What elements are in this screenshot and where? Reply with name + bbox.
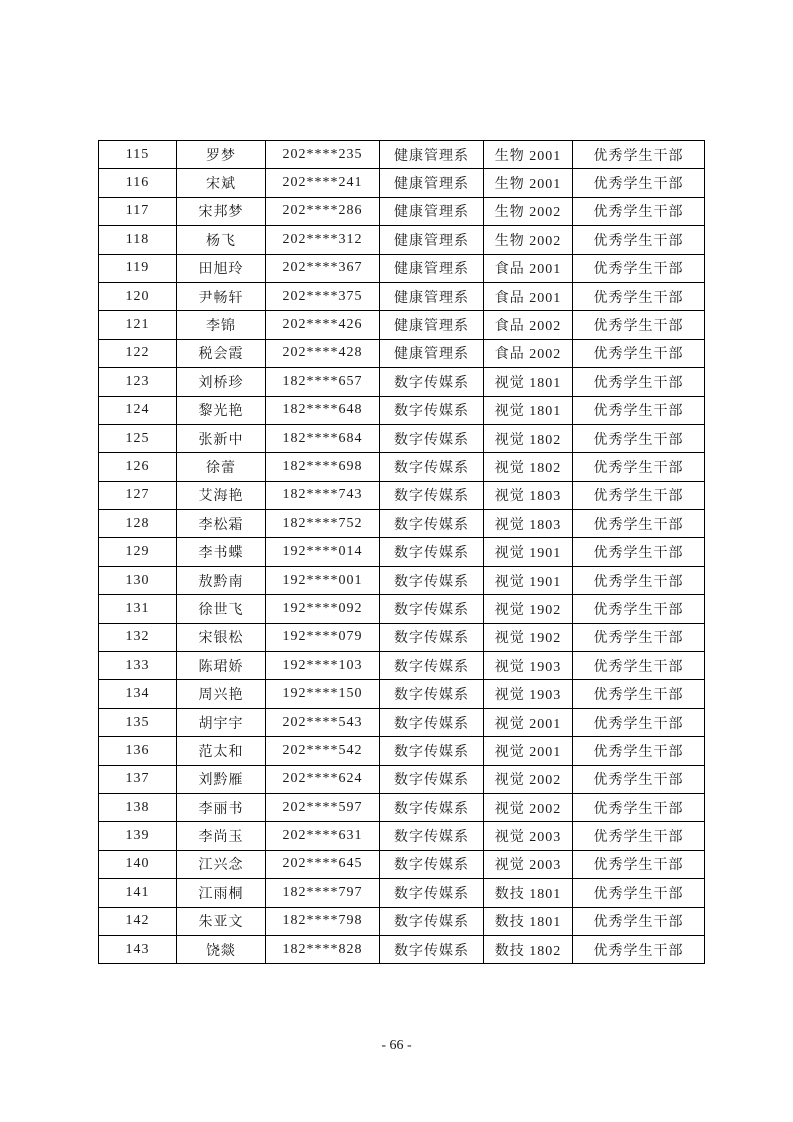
table-row	[99, 850, 705, 878]
class-cell: 数技 1801	[484, 907, 573, 935]
award-cell: 优秀学生干部	[573, 254, 705, 282]
table-row	[99, 935, 705, 963]
department-cell: 健康管理系	[380, 226, 484, 254]
table-row	[99, 708, 705, 736]
student-name-cell: 张新中	[177, 424, 266, 452]
row-number-cell: 118	[99, 226, 177, 254]
award-cell: 优秀学生干部	[573, 737, 705, 765]
award-cell: 优秀学生干部	[573, 197, 705, 225]
page-number: - 66 -	[381, 1038, 412, 1053]
row-number-cell: 128	[99, 510, 177, 538]
row-number-cell: 122	[99, 339, 177, 367]
department-cell: 数字传媒系	[380, 538, 484, 566]
row-number-cell: 119	[99, 254, 177, 282]
class-cell: 视觉 2002	[484, 765, 573, 793]
table-row	[99, 169, 705, 197]
student-id-cell: 192****092	[266, 595, 380, 623]
student-name-cell: 杨飞	[177, 226, 266, 254]
table-row	[99, 226, 705, 254]
award-cell: 优秀学生干部	[573, 595, 705, 623]
student-name-cell: 陈珺娇	[177, 652, 266, 680]
award-cell: 优秀学生干部	[573, 680, 705, 708]
student-name-cell: 周兴艳	[177, 680, 266, 708]
student-name-cell: 徐世飞	[177, 595, 266, 623]
student-award-table-body	[99, 141, 705, 964]
award-cell: 优秀学生干部	[573, 765, 705, 793]
student-name-cell: 税会霞	[177, 339, 266, 367]
row-number-cell: 134	[99, 680, 177, 708]
department-cell: 数字传媒系	[380, 652, 484, 680]
table-row	[99, 793, 705, 821]
department-cell: 数字传媒系	[380, 566, 484, 594]
student-name-cell: 宋斌	[177, 169, 266, 197]
student-award-table	[98, 140, 705, 964]
student-id-cell: 192****150	[266, 680, 380, 708]
department-cell: 数字传媒系	[380, 879, 484, 907]
table-row	[99, 737, 705, 765]
department-cell: 数字传媒系	[380, 510, 484, 538]
student-id-cell: 202****367	[266, 254, 380, 282]
row-number-cell: 135	[99, 708, 177, 736]
row-number-cell: 142	[99, 907, 177, 935]
row-number-cell: 127	[99, 481, 177, 509]
department-cell: 数字传媒系	[380, 907, 484, 935]
table-row	[99, 595, 705, 623]
table-row	[99, 481, 705, 509]
student-name-cell: 尹畅轩	[177, 282, 266, 310]
department-cell: 数字传媒系	[380, 765, 484, 793]
table-row	[99, 311, 705, 339]
table-row	[99, 368, 705, 396]
student-id-cell: 182****798	[266, 907, 380, 935]
table-row	[99, 538, 705, 566]
department-cell: 数字传媒系	[380, 822, 484, 850]
class-cell: 视觉 1903	[484, 652, 573, 680]
student-name-cell: 刘黔雁	[177, 765, 266, 793]
student-name-cell: 黎光艳	[177, 396, 266, 424]
class-cell: 视觉 1802	[484, 424, 573, 452]
award-cell: 优秀学生干部	[573, 623, 705, 651]
table-row	[99, 623, 705, 651]
class-cell: 食品 2001	[484, 254, 573, 282]
class-cell: 视觉 1803	[484, 510, 573, 538]
student-id-cell: 202****624	[266, 765, 380, 793]
row-number-cell: 133	[99, 652, 177, 680]
department-cell: 数字传媒系	[380, 368, 484, 396]
award-cell: 优秀学生干部	[573, 141, 705, 169]
class-cell: 视觉 1902	[484, 595, 573, 623]
student-id-cell: 202****428	[266, 339, 380, 367]
student-name-cell: 徐蕾	[177, 453, 266, 481]
award-cell: 优秀学生干部	[573, 538, 705, 566]
department-cell: 健康管理系	[380, 311, 484, 339]
row-number-cell: 130	[99, 566, 177, 594]
award-cell: 优秀学生干部	[573, 396, 705, 424]
award-cell: 优秀学生干部	[573, 368, 705, 396]
class-cell: 视觉 1802	[484, 453, 573, 481]
student-name-cell: 刘桥珍	[177, 368, 266, 396]
department-cell: 数字传媒系	[380, 595, 484, 623]
class-cell: 视觉 2003	[484, 850, 573, 878]
award-cell: 优秀学生干部	[573, 453, 705, 481]
class-cell: 数技 1801	[484, 879, 573, 907]
student-id-cell: 182****684	[266, 424, 380, 452]
award-cell: 优秀学生干部	[573, 793, 705, 821]
award-cell: 优秀学生干部	[573, 879, 705, 907]
department-cell: 健康管理系	[380, 254, 484, 282]
award-cell: 优秀学生干部	[573, 566, 705, 594]
department-cell: 健康管理系	[380, 169, 484, 197]
table-row	[99, 339, 705, 367]
student-name-cell: 艾海艳	[177, 481, 266, 509]
award-cell: 优秀学生干部	[573, 169, 705, 197]
class-cell: 视觉 1902	[484, 623, 573, 651]
row-number-cell: 141	[99, 879, 177, 907]
student-name-cell: 朱亚文	[177, 907, 266, 935]
department-cell: 数字传媒系	[380, 680, 484, 708]
department-cell: 健康管理系	[380, 282, 484, 310]
student-name-cell: 李锦	[177, 311, 266, 339]
row-number-cell: 132	[99, 623, 177, 651]
class-cell: 视觉 1803	[484, 481, 573, 509]
table-row	[99, 282, 705, 310]
table-row	[99, 396, 705, 424]
class-cell: 生物 2002	[484, 226, 573, 254]
department-cell: 数字传媒系	[380, 935, 484, 963]
student-name-cell: 饶燚	[177, 935, 266, 963]
award-cell: 优秀学生干部	[573, 850, 705, 878]
department-cell: 数字传媒系	[380, 481, 484, 509]
award-cell: 优秀学生干部	[573, 510, 705, 538]
student-name-cell: 李松霜	[177, 510, 266, 538]
award-cell: 优秀学生干部	[573, 822, 705, 850]
department-cell: 数字传媒系	[380, 396, 484, 424]
student-name-cell: 胡宇宇	[177, 708, 266, 736]
class-cell: 视觉 1901	[484, 538, 573, 566]
row-number-cell: 115	[99, 141, 177, 169]
award-cell: 优秀学生干部	[573, 424, 705, 452]
award-cell: 优秀学生干部	[573, 339, 705, 367]
row-number-cell: 131	[99, 595, 177, 623]
student-id-cell: 182****648	[266, 396, 380, 424]
class-cell: 生物 2001	[484, 169, 573, 197]
award-cell: 优秀学生干部	[573, 311, 705, 339]
award-cell: 优秀学生干部	[573, 652, 705, 680]
student-id-cell: 202****542	[266, 737, 380, 765]
student-id-cell: 202****235	[266, 141, 380, 169]
row-number-cell: 143	[99, 935, 177, 963]
student-id-cell: 202****543	[266, 708, 380, 736]
class-cell: 视觉 2001	[484, 708, 573, 736]
table-row	[99, 822, 705, 850]
student-name-cell: 罗梦	[177, 141, 266, 169]
row-number-cell: 123	[99, 368, 177, 396]
class-cell: 视觉 2002	[484, 793, 573, 821]
class-cell: 食品 2002	[484, 339, 573, 367]
department-cell: 数字传媒系	[380, 793, 484, 821]
table-row	[99, 907, 705, 935]
row-number-cell: 126	[99, 453, 177, 481]
student-id-cell: 192****014	[266, 538, 380, 566]
student-id-cell: 202****597	[266, 793, 380, 821]
award-cell: 优秀学生干部	[573, 226, 705, 254]
student-id-cell: 182****698	[266, 453, 380, 481]
student-id-cell: 202****241	[266, 169, 380, 197]
student-id-cell: 182****828	[266, 935, 380, 963]
department-cell: 数字传媒系	[380, 453, 484, 481]
department-cell: 数字传媒系	[380, 850, 484, 878]
row-number-cell: 140	[99, 850, 177, 878]
class-cell: 食品 2002	[484, 311, 573, 339]
award-cell: 优秀学生干部	[573, 935, 705, 963]
student-name-cell: 江兴念	[177, 850, 266, 878]
award-cell: 优秀学生干部	[573, 481, 705, 509]
row-number-cell: 116	[99, 169, 177, 197]
award-cell: 优秀学生干部	[573, 708, 705, 736]
row-number-cell: 121	[99, 311, 177, 339]
student-id-cell: 182****797	[266, 879, 380, 907]
student-name-cell: 宋银松	[177, 623, 266, 651]
table-row	[99, 424, 705, 452]
student-id-cell: 182****657	[266, 368, 380, 396]
class-cell: 食品 2001	[484, 282, 573, 310]
student-id-cell: 202****286	[266, 197, 380, 225]
student-id-cell: 202****375	[266, 282, 380, 310]
student-name-cell: 宋邦梦	[177, 197, 266, 225]
student-id-cell: 182****743	[266, 481, 380, 509]
department-cell: 数字传媒系	[380, 424, 484, 452]
row-number-cell: 129	[99, 538, 177, 566]
class-cell: 视觉 1901	[484, 566, 573, 594]
class-cell: 视觉 2001	[484, 737, 573, 765]
row-number-cell: 138	[99, 793, 177, 821]
class-cell: 视觉 1801	[484, 396, 573, 424]
student-id-cell: 192****079	[266, 623, 380, 651]
department-cell: 健康管理系	[380, 339, 484, 367]
student-name-cell: 田旭玲	[177, 254, 266, 282]
table-row	[99, 510, 705, 538]
department-cell: 健康管理系	[380, 141, 484, 169]
student-name-cell: 李尚玉	[177, 822, 266, 850]
row-number-cell: 124	[99, 396, 177, 424]
student-id-cell: 192****103	[266, 652, 380, 680]
student-id-cell: 202****312	[266, 226, 380, 254]
table-row	[99, 566, 705, 594]
student-name-cell: 李书蝶	[177, 538, 266, 566]
department-cell: 数字传媒系	[380, 708, 484, 736]
department-cell: 数字传媒系	[380, 623, 484, 651]
student-name-cell: 江雨桐	[177, 879, 266, 907]
table-row	[99, 765, 705, 793]
department-cell: 数字传媒系	[380, 737, 484, 765]
table-row	[99, 652, 705, 680]
class-cell: 生物 2002	[484, 197, 573, 225]
table-row	[99, 453, 705, 481]
student-name-cell: 李丽书	[177, 793, 266, 821]
student-name-cell: 敖黔南	[177, 566, 266, 594]
student-id-cell: 192****001	[266, 566, 380, 594]
row-number-cell: 136	[99, 737, 177, 765]
class-cell: 视觉 1801	[484, 368, 573, 396]
table-row	[99, 197, 705, 225]
row-number-cell: 137	[99, 765, 177, 793]
table-row	[99, 680, 705, 708]
row-number-cell: 139	[99, 822, 177, 850]
class-cell: 生物 2001	[484, 141, 573, 169]
student-id-cell: 182****752	[266, 510, 380, 538]
row-number-cell: 117	[99, 197, 177, 225]
student-id-cell: 202****645	[266, 850, 380, 878]
table-row	[99, 254, 705, 282]
student-name-cell: 范太和	[177, 737, 266, 765]
table-row	[99, 879, 705, 907]
table-row	[99, 141, 705, 169]
student-id-cell: 202****631	[266, 822, 380, 850]
award-cell: 优秀学生干部	[573, 907, 705, 935]
award-cell: 优秀学生干部	[573, 282, 705, 310]
class-cell: 视觉 1903	[484, 680, 573, 708]
department-cell: 健康管理系	[380, 197, 484, 225]
row-number-cell: 125	[99, 424, 177, 452]
row-number-cell: 120	[99, 282, 177, 310]
student-id-cell: 202****426	[266, 311, 380, 339]
class-cell: 数技 1802	[484, 935, 573, 963]
class-cell: 视觉 2003	[484, 822, 573, 850]
